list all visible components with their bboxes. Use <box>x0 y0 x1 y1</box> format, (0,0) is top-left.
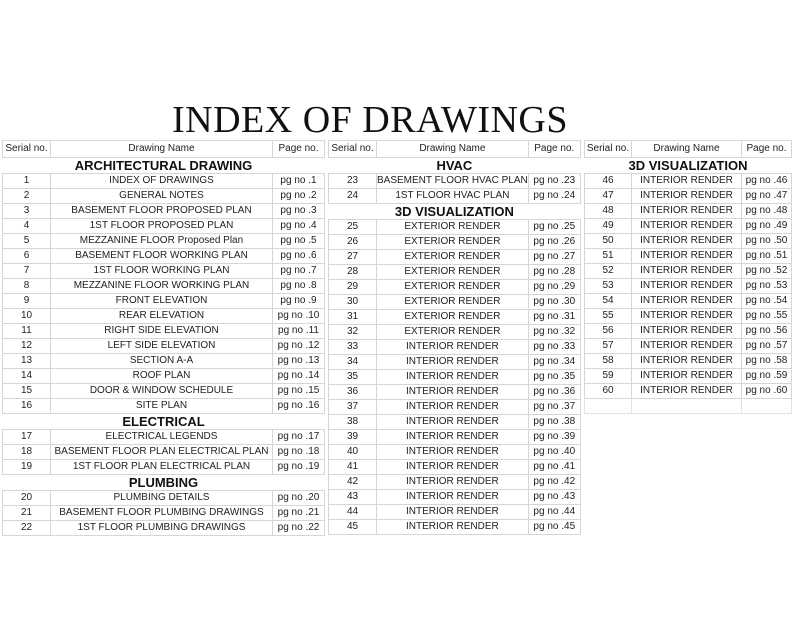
serial-cell: 40 <box>329 445 377 460</box>
page-cell: pg no .12 <box>273 339 325 354</box>
serial-cell: 41 <box>329 460 377 475</box>
table-row <box>585 309 792 324</box>
drawing-name-cell: INTERIOR RENDER <box>632 204 742 219</box>
drawing-name-cell: INTERIOR RENDER <box>377 415 529 430</box>
page-cell: pg no .57 <box>742 339 792 354</box>
drawing-name-cell: INTERIOR RENDER <box>632 279 742 294</box>
serial-cell: 49 <box>585 219 632 234</box>
drawing-name-cell: INTERIOR RENDER <box>632 354 742 369</box>
table-row <box>3 174 325 189</box>
page-cell: pg no .54 <box>742 294 792 309</box>
table-row <box>3 369 325 384</box>
page-cell: pg no .55 <box>742 309 792 324</box>
page-cell: pg no .30 <box>528 295 580 310</box>
page-cell: pg no .38 <box>528 415 580 430</box>
table-row <box>585 264 792 279</box>
page-cell: pg no .11 <box>273 324 325 339</box>
table-row <box>3 399 325 414</box>
page-cell: pg no .43 <box>528 490 580 505</box>
drawing-name-cell: GENERAL NOTES <box>51 189 273 204</box>
serial-cell: 51 <box>585 249 632 264</box>
serial-cell: 33 <box>329 340 377 355</box>
drawing-name-cell: BASEMENT FLOOR PLAN ELECTRICAL PLAN <box>51 445 273 460</box>
page-cell: pg no .49 <box>742 219 792 234</box>
table-row <box>3 491 325 506</box>
drawing-name-cell: SECTION A-A <box>51 354 273 369</box>
table-row <box>329 445 581 460</box>
page-cell: pg no .16 <box>273 399 325 414</box>
page-cell: pg no .23 <box>528 174 580 189</box>
drawing-name-cell: INTERIOR RENDER <box>632 384 742 399</box>
table-row <box>329 340 581 355</box>
table-row <box>329 310 581 325</box>
serial-cell: 14 <box>3 369 51 384</box>
page-cell: pg no .10 <box>273 309 325 324</box>
drawing-name-header: Drawing Name <box>632 141 742 158</box>
page-cell: pg no .39 <box>528 430 580 445</box>
drawing-name-cell: DOOR & WINDOW SCHEDULE <box>51 384 273 399</box>
table-row <box>3 521 325 536</box>
serial-cell: 34 <box>329 355 377 370</box>
serial-cell: 26 <box>329 235 377 250</box>
drawing-name-cell: 1ST FLOOR PLUMBING DRAWINGS <box>51 521 273 536</box>
drawing-name-cell: EXTERIOR RENDER <box>377 220 529 235</box>
header-row <box>3 141 325 158</box>
page-header: Page no. <box>273 141 325 158</box>
page-cell: pg no .47 <box>742 189 792 204</box>
drawing-name-cell: EXTERIOR RENDER <box>377 280 529 295</box>
table-row <box>3 339 325 354</box>
drawing-name-cell: PLUMBING DETAILS <box>51 491 273 506</box>
drawing-name-cell: INTERIOR RENDER <box>377 520 529 535</box>
page-cell: pg no .17 <box>273 430 325 445</box>
page-cell: pg no .50 <box>742 234 792 249</box>
page-cell: pg no .2 <box>273 189 325 204</box>
page-cell: pg no .14 <box>273 369 325 384</box>
drawing-name-cell: 1ST FLOOR PROPOSED PLAN <box>51 219 273 234</box>
page-cell: pg no .8 <box>273 279 325 294</box>
table-row <box>3 384 325 399</box>
drawing-index-table-1 <box>2 140 325 536</box>
serial-cell: 37 <box>329 400 377 415</box>
page-cell: pg no .21 <box>273 506 325 521</box>
drawing-name-cell: INTERIOR RENDER <box>632 234 742 249</box>
serial-cell: 1 <box>3 174 51 189</box>
table-row <box>3 279 325 294</box>
page-cell: pg no .3 <box>273 204 325 219</box>
drawing-name-cell: INTERIOR RENDER <box>632 264 742 279</box>
table-row <box>3 324 325 339</box>
serial-cell: 27 <box>329 250 377 265</box>
serial-cell: 42 <box>329 475 377 490</box>
table-row <box>329 415 581 430</box>
table-row <box>329 220 581 235</box>
drawing-name-cell: BASEMENT FLOOR PLUMBING DRAWINGS <box>51 506 273 521</box>
serial-cell: 19 <box>3 460 51 475</box>
drawing-name-cell: INTERIOR RENDER <box>632 219 742 234</box>
drawing-name-cell: INTERIOR RENDER <box>632 189 742 204</box>
page-cell: pg no .13 <box>273 354 325 369</box>
page-cell: pg no .20 <box>273 491 325 506</box>
drawing-name-cell: RIGHT SIDE ELEVATION <box>51 324 273 339</box>
table-row <box>585 294 792 309</box>
drawing-name-cell: INTERIOR RENDER <box>632 339 742 354</box>
page-cell: pg no .27 <box>528 250 580 265</box>
serial-cell: 4 <box>3 219 51 234</box>
drawing-name-cell: INTERIOR RENDER <box>377 475 529 490</box>
drawing-name-cell: INTERIOR RENDER <box>632 309 742 324</box>
drawing-name-cell: EXTERIOR RENDER <box>377 235 529 250</box>
table-row <box>585 204 792 219</box>
page-cell: pg no .58 <box>742 354 792 369</box>
drawing-name-cell: BASEMENT FLOOR WORKING PLAN <box>51 249 273 264</box>
serial-cell: 2 <box>3 189 51 204</box>
serial-cell: 47 <box>585 189 632 204</box>
page-header: Page no. <box>528 141 580 158</box>
page-cell: pg no .26 <box>528 235 580 250</box>
serial-cell: 54 <box>585 294 632 309</box>
drawing-name-cell: INTERIOR RENDER <box>377 370 529 385</box>
drawing-name-cell: EXTERIOR RENDER <box>377 265 529 280</box>
drawing-name-cell: INTERIOR RENDER <box>377 340 529 355</box>
drawing-name-cell: EXTERIOR RENDER <box>377 325 529 340</box>
table-row <box>329 520 581 535</box>
serial-header: Serial no. <box>329 141 377 158</box>
drawing-name-cell: MEZZANINE FLOOR WORKING PLAN <box>51 279 273 294</box>
table-row <box>585 369 792 384</box>
drawing-name-cell: 1ST FLOOR HVAC PLAN <box>377 189 529 204</box>
page-cell: pg no .19 <box>273 460 325 475</box>
drawing-name-cell: ELECTRICAL LEGENDS <box>51 430 273 445</box>
page-cell <box>742 399 792 414</box>
serial-cell: 7 <box>3 264 51 279</box>
table-row <box>3 234 325 249</box>
table-row <box>585 234 792 249</box>
page-header: Page no. <box>742 141 792 158</box>
drawing-name-cell: INTERIOR RENDER <box>632 174 742 189</box>
page-cell: pg no .9 <box>273 294 325 309</box>
drawing-name-cell: INTERIOR RENDER <box>377 445 529 460</box>
page-cell: pg no .1 <box>273 174 325 189</box>
table-row <box>3 264 325 279</box>
table-row <box>329 250 581 265</box>
drawing-name-cell <box>632 399 742 414</box>
drawing-name-cell: INTERIOR RENDER <box>377 400 529 415</box>
table-row <box>3 354 325 369</box>
table-row <box>329 460 581 475</box>
page-cell: pg no .32 <box>528 325 580 340</box>
section-heading: HVAC <box>329 158 581 174</box>
drawing-name-cell: EXTERIOR RENDER <box>377 295 529 310</box>
page-cell: pg no .40 <box>528 445 580 460</box>
table-row <box>329 370 581 385</box>
table-row <box>329 385 581 400</box>
page-cell: pg no .18 <box>273 445 325 460</box>
serial-cell: 11 <box>3 324 51 339</box>
serial-cell: 58 <box>585 354 632 369</box>
page-cell: pg no .42 <box>528 475 580 490</box>
page-cell: pg no .52 <box>742 264 792 279</box>
table-row <box>3 189 325 204</box>
table-row <box>585 339 792 354</box>
drawing-name-cell: INTERIOR RENDER <box>632 249 742 264</box>
table-row <box>3 204 325 219</box>
drawing-name-cell: INTERIOR RENDER <box>632 294 742 309</box>
serial-cell: 36 <box>329 385 377 400</box>
serial-cell: 9 <box>3 294 51 309</box>
page-cell: pg no .28 <box>528 265 580 280</box>
table-row <box>329 295 581 310</box>
serial-cell: 56 <box>585 324 632 339</box>
serial-cell: 12 <box>3 339 51 354</box>
serial-cell: 43 <box>329 490 377 505</box>
drawing-name-cell: EXTERIOR RENDER <box>377 250 529 265</box>
drawing-name-cell: INTERIOR RENDER <box>377 385 529 400</box>
serial-cell: 38 <box>329 415 377 430</box>
drawing-name-cell: SITE PLAN <box>51 399 273 414</box>
drawing-name-header: Drawing Name <box>377 141 529 158</box>
table-row <box>3 249 325 264</box>
section-heading-row <box>3 414 325 430</box>
serial-cell: 39 <box>329 430 377 445</box>
table-row <box>585 189 792 204</box>
table-row <box>329 265 581 280</box>
serial-cell: 8 <box>3 279 51 294</box>
table-row <box>585 324 792 339</box>
serial-cell: 22 <box>3 521 51 536</box>
serial-cell: 20 <box>3 491 51 506</box>
section-heading-row <box>329 204 581 220</box>
table-row <box>329 325 581 340</box>
serial-cell: 24 <box>329 189 377 204</box>
table-row <box>3 219 325 234</box>
drawing-name-cell: ROOF PLAN <box>51 369 273 384</box>
serial-header: Serial no. <box>3 141 51 158</box>
page-cell: pg no .46 <box>742 174 792 189</box>
drawing-name-cell: REAR ELEVATION <box>51 309 273 324</box>
drawing-name-cell: MEZZANINE FLOOR Proposed Plan <box>51 234 273 249</box>
page-cell: pg no .7 <box>273 264 325 279</box>
serial-cell: 50 <box>585 234 632 249</box>
serial-cell: 48 <box>585 204 632 219</box>
table-row <box>585 279 792 294</box>
serial-cell: 32 <box>329 325 377 340</box>
table-row <box>585 219 792 234</box>
page-cell: pg no .5 <box>273 234 325 249</box>
section-heading-row <box>329 158 581 174</box>
drawing-name-header: Drawing Name <box>51 141 273 158</box>
serial-cell: 57 <box>585 339 632 354</box>
serial-cell: 25 <box>329 220 377 235</box>
table-row <box>3 445 325 460</box>
table-row <box>329 475 581 490</box>
serial-cell: 59 <box>585 369 632 384</box>
serial-header: Serial no. <box>585 141 632 158</box>
serial-cell: 30 <box>329 295 377 310</box>
serial-cell: 44 <box>329 505 377 520</box>
drawing-name-cell: INDEX OF DRAWINGS <box>51 174 273 189</box>
table-row <box>3 309 325 324</box>
page-cell: pg no .45 <box>528 520 580 535</box>
drawing-name-cell: BASEMENT FLOOR PROPOSED PLAN <box>51 204 273 219</box>
header-row <box>329 141 581 158</box>
table-row <box>3 430 325 445</box>
serial-cell: 31 <box>329 310 377 325</box>
page-cell: pg no .4 <box>273 219 325 234</box>
serial-cell: 60 <box>585 384 632 399</box>
serial-cell: 15 <box>3 384 51 399</box>
page-cell: pg no .6 <box>273 249 325 264</box>
drawing-index-table-3 <box>584 140 792 414</box>
page-cell: pg no .31 <box>528 310 580 325</box>
page-cell: pg no .53 <box>742 279 792 294</box>
drawing-name-cell: INTERIOR RENDER <box>377 505 529 520</box>
drawing-name-cell: BASEMENT FLOOR HVAC PLAN <box>377 174 529 189</box>
serial-cell: 3 <box>3 204 51 219</box>
serial-cell: 55 <box>585 309 632 324</box>
section-heading: PLUMBING <box>3 475 325 491</box>
drawing-name-cell: INTERIOR RENDER <box>632 324 742 339</box>
page-cell: pg no .37 <box>528 400 580 415</box>
serial-cell: 10 <box>3 309 51 324</box>
page-cell: pg no .34 <box>528 355 580 370</box>
section-heading-row <box>3 475 325 491</box>
page-cell: pg no .51 <box>742 249 792 264</box>
table-row <box>329 490 581 505</box>
page-cell: pg no .56 <box>742 324 792 339</box>
serial-cell: 16 <box>3 399 51 414</box>
page-cell: pg no .33 <box>528 340 580 355</box>
page-cell: pg no .59 <box>742 369 792 384</box>
drawing-name-cell: INTERIOR RENDER <box>377 460 529 475</box>
serial-cell: 52 <box>585 264 632 279</box>
drawing-name-cell: INTERIOR RENDER <box>377 355 529 370</box>
table-row <box>329 430 581 445</box>
serial-cell <box>585 399 632 414</box>
serial-cell: 46 <box>585 174 632 189</box>
serial-cell: 5 <box>3 234 51 249</box>
table-row <box>3 460 325 475</box>
serial-cell: 21 <box>3 506 51 521</box>
drawing-name-cell: 1ST FLOOR WORKING PLAN <box>51 264 273 279</box>
serial-cell: 29 <box>329 280 377 295</box>
drawing-name-cell: EXTERIOR RENDER <box>377 310 529 325</box>
table-row <box>329 400 581 415</box>
page-cell: pg no .35 <box>528 370 580 385</box>
drawing-name-cell: INTERIOR RENDER <box>377 430 529 445</box>
serial-cell: 17 <box>3 430 51 445</box>
serial-cell: 6 <box>3 249 51 264</box>
page-cell: pg no .60 <box>742 384 792 399</box>
section-heading: ELECTRICAL <box>3 414 325 430</box>
drawing-name-cell: LEFT SIDE ELEVATION <box>51 339 273 354</box>
serial-cell: 35 <box>329 370 377 385</box>
page-cell: pg no .29 <box>528 280 580 295</box>
page-cell: pg no .15 <box>273 384 325 399</box>
page-title: INDEX OF DRAWINGS <box>172 99 568 141</box>
serial-cell: 13 <box>3 354 51 369</box>
serial-cell: 28 <box>329 265 377 280</box>
table-row <box>329 235 581 250</box>
table-row <box>585 249 792 264</box>
page-cell: pg no .48 <box>742 204 792 219</box>
table-row <box>585 174 792 189</box>
table-row <box>585 354 792 369</box>
table-row <box>329 355 581 370</box>
drawing-name-cell: FRONT ELEVATION <box>51 294 273 309</box>
section-heading: ARCHITECTURAL DRAWING <box>3 158 325 174</box>
section-heading-row <box>585 158 792 174</box>
serial-cell: 23 <box>329 174 377 189</box>
table-row <box>329 174 581 189</box>
table-row <box>329 189 581 204</box>
page-cell: pg no .25 <box>528 220 580 235</box>
drawing-index-table-2 <box>328 140 581 535</box>
section-heading: 3D VISUALIZATION <box>329 204 581 220</box>
table-row <box>585 399 792 414</box>
section-heading: 3D VISUALIZATION <box>585 158 792 174</box>
drawing-name-cell: INTERIOR RENDER <box>632 369 742 384</box>
header-row <box>585 141 792 158</box>
serial-cell: 18 <box>3 445 51 460</box>
section-heading-row <box>3 158 325 174</box>
serial-cell: 53 <box>585 279 632 294</box>
table-row <box>3 506 325 521</box>
table-row <box>329 280 581 295</box>
table-row <box>585 384 792 399</box>
page-cell: pg no .36 <box>528 385 580 400</box>
drawing-name-cell: INTERIOR RENDER <box>377 490 529 505</box>
page-cell: pg no .44 <box>528 505 580 520</box>
table-row <box>329 505 581 520</box>
serial-cell: 45 <box>329 520 377 535</box>
page-cell: pg no .41 <box>528 460 580 475</box>
page-cell: pg no .24 <box>528 189 580 204</box>
table-row <box>3 294 325 309</box>
drawing-name-cell: 1ST FLOOR PLAN ELECTRICAL PLAN <box>51 460 273 475</box>
page-cell: pg no .22 <box>273 521 325 536</box>
